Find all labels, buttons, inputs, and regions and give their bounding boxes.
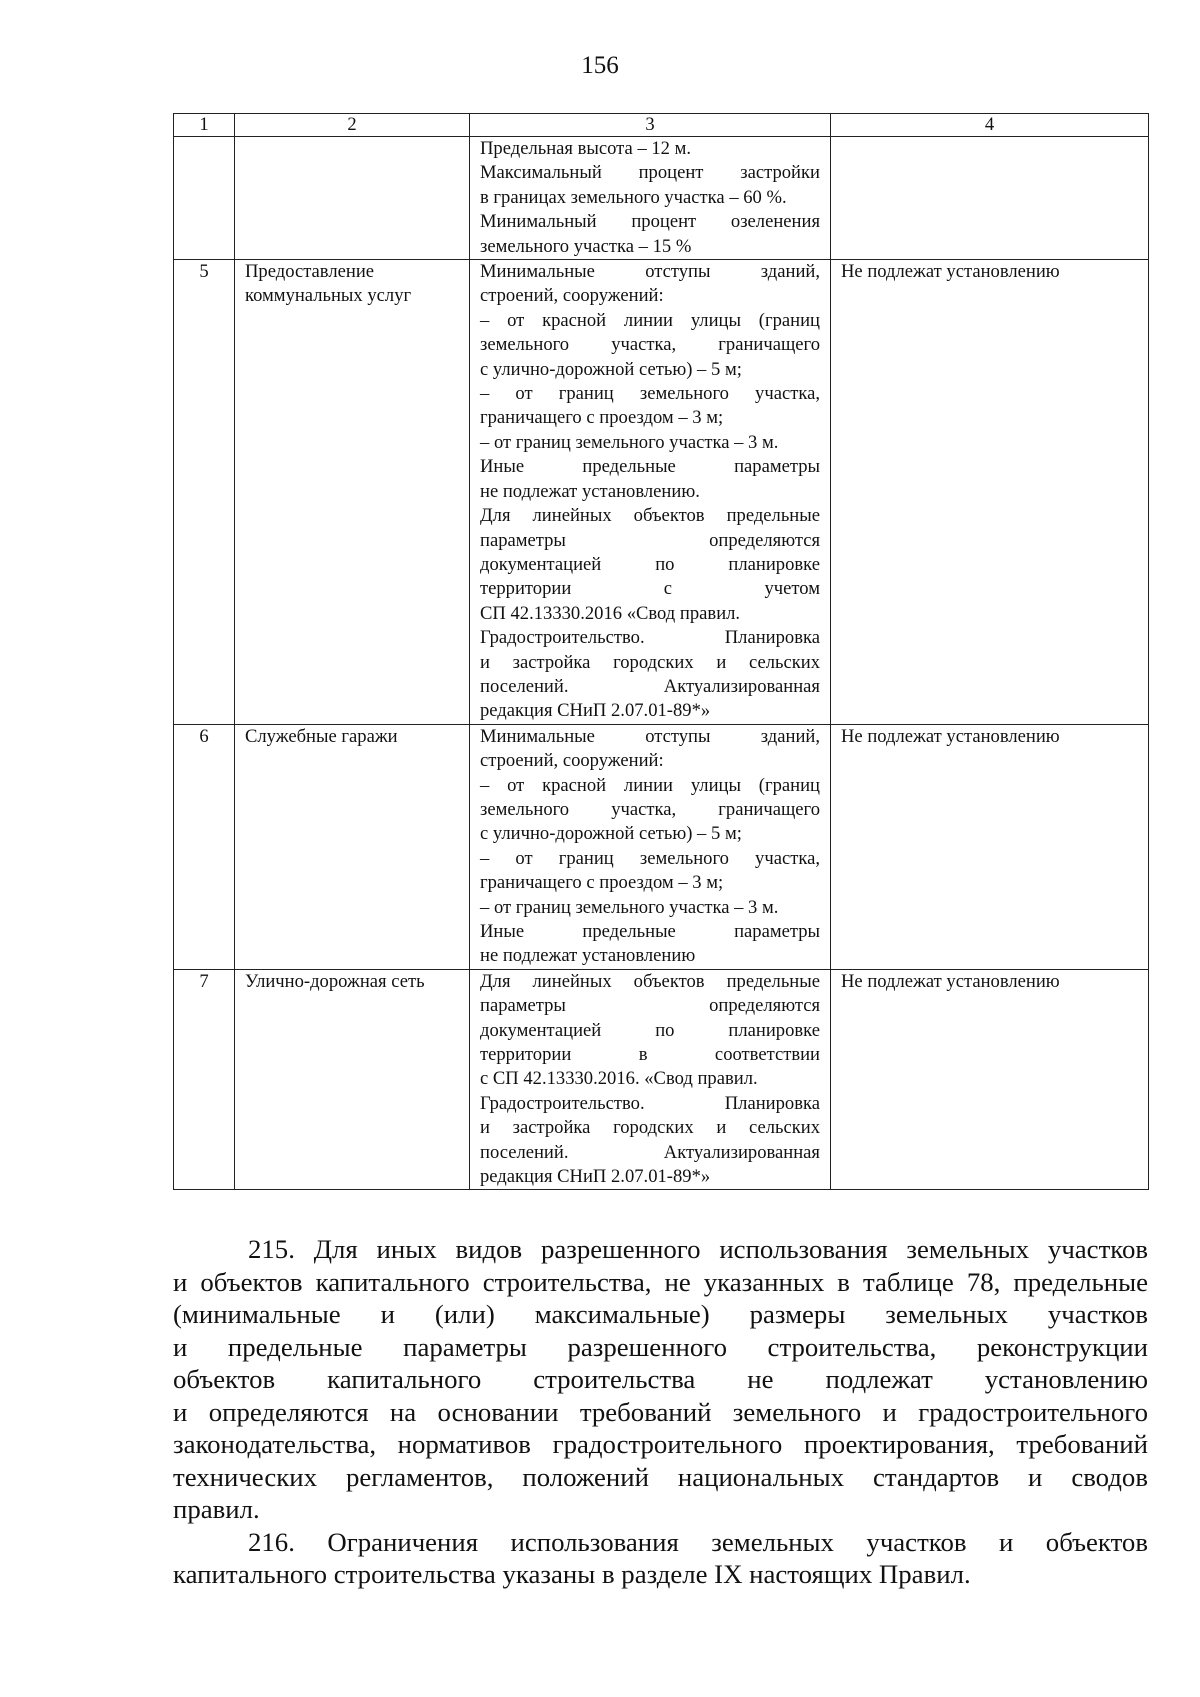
column-header: 4: [831, 114, 1149, 137]
row-number: [174, 137, 235, 260]
parameter-line: Градостроительство. Планировка: [480, 627, 820, 649]
use-type-line: Служебные гаражи: [245, 725, 398, 747]
parameter-line: – от границ земельного участка,: [480, 383, 820, 405]
parameter-line: Градостроительство. Планировка: [480, 1092, 820, 1114]
table-row: [174, 724, 1149, 969]
parameter-line: редакция СНиП 2.07.01-89*»: [480, 1166, 711, 1188]
row-number: 7: [174, 969, 235, 1190]
parameter-line: Минимальные отступы зданий,: [480, 725, 820, 747]
parameter-line: Минимальный процент озеленения: [480, 211, 820, 233]
parameter-line: с улично-дорожной сетью) – 5 м;: [480, 823, 742, 845]
paragraph-line: законодательства, нормативов градостроительного проектирования, требований: [173, 1429, 1148, 1459]
parameters-cell: [470, 137, 831, 260]
parameter-line: – от границ земельного участка,: [480, 847, 820, 869]
parameter-line: земельного участка, граничащего: [480, 798, 820, 820]
parameter-line: параметры определяются: [480, 995, 820, 1017]
parameter-line: параметры определяются: [480, 529, 820, 551]
table-row: [174, 260, 1149, 725]
use-type-name: [235, 260, 470, 725]
parameter-line: поселений. Актуализированная: [480, 675, 820, 697]
paragraph-line: и объектов капитального строительства, не указанных в таблице 78, предельные: [173, 1266, 1148, 1297]
parameter-line: Предельная высота – 12 м.: [480, 138, 692, 159]
parameter-line: – от красной линии улицы (границ: [480, 309, 820, 331]
use-type-name: [235, 969, 470, 1190]
parameter-line: с СП 42.13330.2016. «Свод правил.: [480, 1068, 758, 1090]
page-number: 156: [581, 52, 619, 79]
parameter-line: территории с учетом: [480, 578, 820, 600]
other-parameters-cell: Не подлежат установлению: [831, 724, 1149, 969]
parameter-line: граничащего с проездом – 3 м;: [480, 407, 724, 429]
parameter-line: СП 42.13330.2016 «Свод правил.: [480, 602, 741, 624]
parameter-line: земельного участка – 15 %: [480, 235, 692, 257]
use-type-line: коммунальных услуг: [245, 285, 412, 307]
column-header: 3: [470, 114, 831, 137]
parameter-line: Иные предельные параметры: [480, 456, 820, 478]
parameter-line: Иные предельные параметры: [480, 921, 820, 942]
paragraph-line: капитального строительства указаны в разделе IX настоящих Правил.: [173, 1559, 971, 1589]
parameter-line: с улично-дорожной сетью) – 5 м;: [480, 358, 742, 380]
table-row: [174, 969, 1149, 1190]
parameter-line: Максимальный процент застройки: [480, 162, 820, 184]
paragraph-line: объектов капитального строительства не подлежат установлению: [173, 1364, 1148, 1394]
parameter-line: земельного участка, граничащего: [480, 334, 820, 356]
use-type-name: [235, 724, 470, 969]
other-parameters-cell: [831, 137, 1149, 260]
parameter-line: территории в соответствии: [480, 1044, 820, 1066]
parameter-line: строений, сооружений:: [480, 750, 664, 772]
table-header-row: [174, 114, 1149, 137]
parameter-line: не подлежат установлению: [480, 945, 696, 967]
paragraph-line: и определяются на основании требований земельного и градостроительного: [173, 1396, 1148, 1427]
parameter-line: граничащего с проездом – 3 м;: [480, 872, 724, 894]
other-parameters-cell: Не подлежат установлению: [831, 969, 1149, 1190]
body-text: [173, 1233, 1148, 1591]
parameter-line: документацией по планировке: [480, 553, 820, 575]
paragraph-line: правил.: [173, 1494, 260, 1524]
parameter-line: Минимальные отступы зданий,: [480, 261, 820, 283]
parameter-line: поселений. Актуализированная: [480, 1141, 820, 1163]
row-number: 6: [174, 724, 235, 969]
parameters-cell: [470, 969, 831, 1190]
parameters-cell: [470, 260, 831, 725]
parameter-line: и застройка городских и сельских: [480, 651, 820, 673]
column-header: 1: [174, 114, 235, 137]
parameters-table: [173, 113, 1149, 1190]
parameter-line: – от красной линии улицы (границ: [480, 774, 820, 796]
paragraph-line: (минимальные и (или) максимальные) размеры земельных участков: [173, 1299, 1148, 1329]
paragraph-line: технических регламентов, положений национальных стандартов и сводов: [173, 1461, 1148, 1492]
use-type-line: Улично-дорожная сеть: [245, 970, 425, 992]
column-header: 2: [235, 114, 470, 137]
paragraph-line: и предельные параметры разрешенного строительства, реконструкции: [173, 1331, 1148, 1362]
parameter-line: не подлежат установлению.: [480, 480, 700, 502]
use-type-line: Предоставление: [245, 261, 375, 283]
parameter-line: Для линейных объектов предельные: [480, 970, 820, 992]
parameter-line: и застройка городских и сельских: [480, 1117, 820, 1139]
other-parameters-cell: Не подлежат установлению: [831, 260, 1149, 725]
parameter-line: строений, сооружений:: [480, 285, 664, 307]
table-row: [174, 137, 1149, 260]
parameter-line: – от границ земельного участка – 3 м.: [480, 431, 779, 453]
paragraph-line: 216. Ограничения использования земельных участков и объектов: [248, 1526, 1148, 1557]
parameter-line: в границах земельного участка – 60 %.: [480, 186, 787, 208]
parameter-line: редакция СНиП 2.07.01-89*»: [480, 700, 711, 722]
parameters-cell: [470, 724, 831, 969]
parameter-line: – от границ земельного участка – 3 м.: [480, 896, 779, 918]
parameter-line: Для линейных объектов предельные: [480, 505, 820, 527]
row-number: 5: [174, 260, 235, 725]
parameter-line: документацией по планировке: [480, 1019, 820, 1041]
paragraph-line: 215. Для иных видов разрешенного использования земельных участков: [248, 1234, 1148, 1264]
use-type-name: [235, 137, 470, 260]
